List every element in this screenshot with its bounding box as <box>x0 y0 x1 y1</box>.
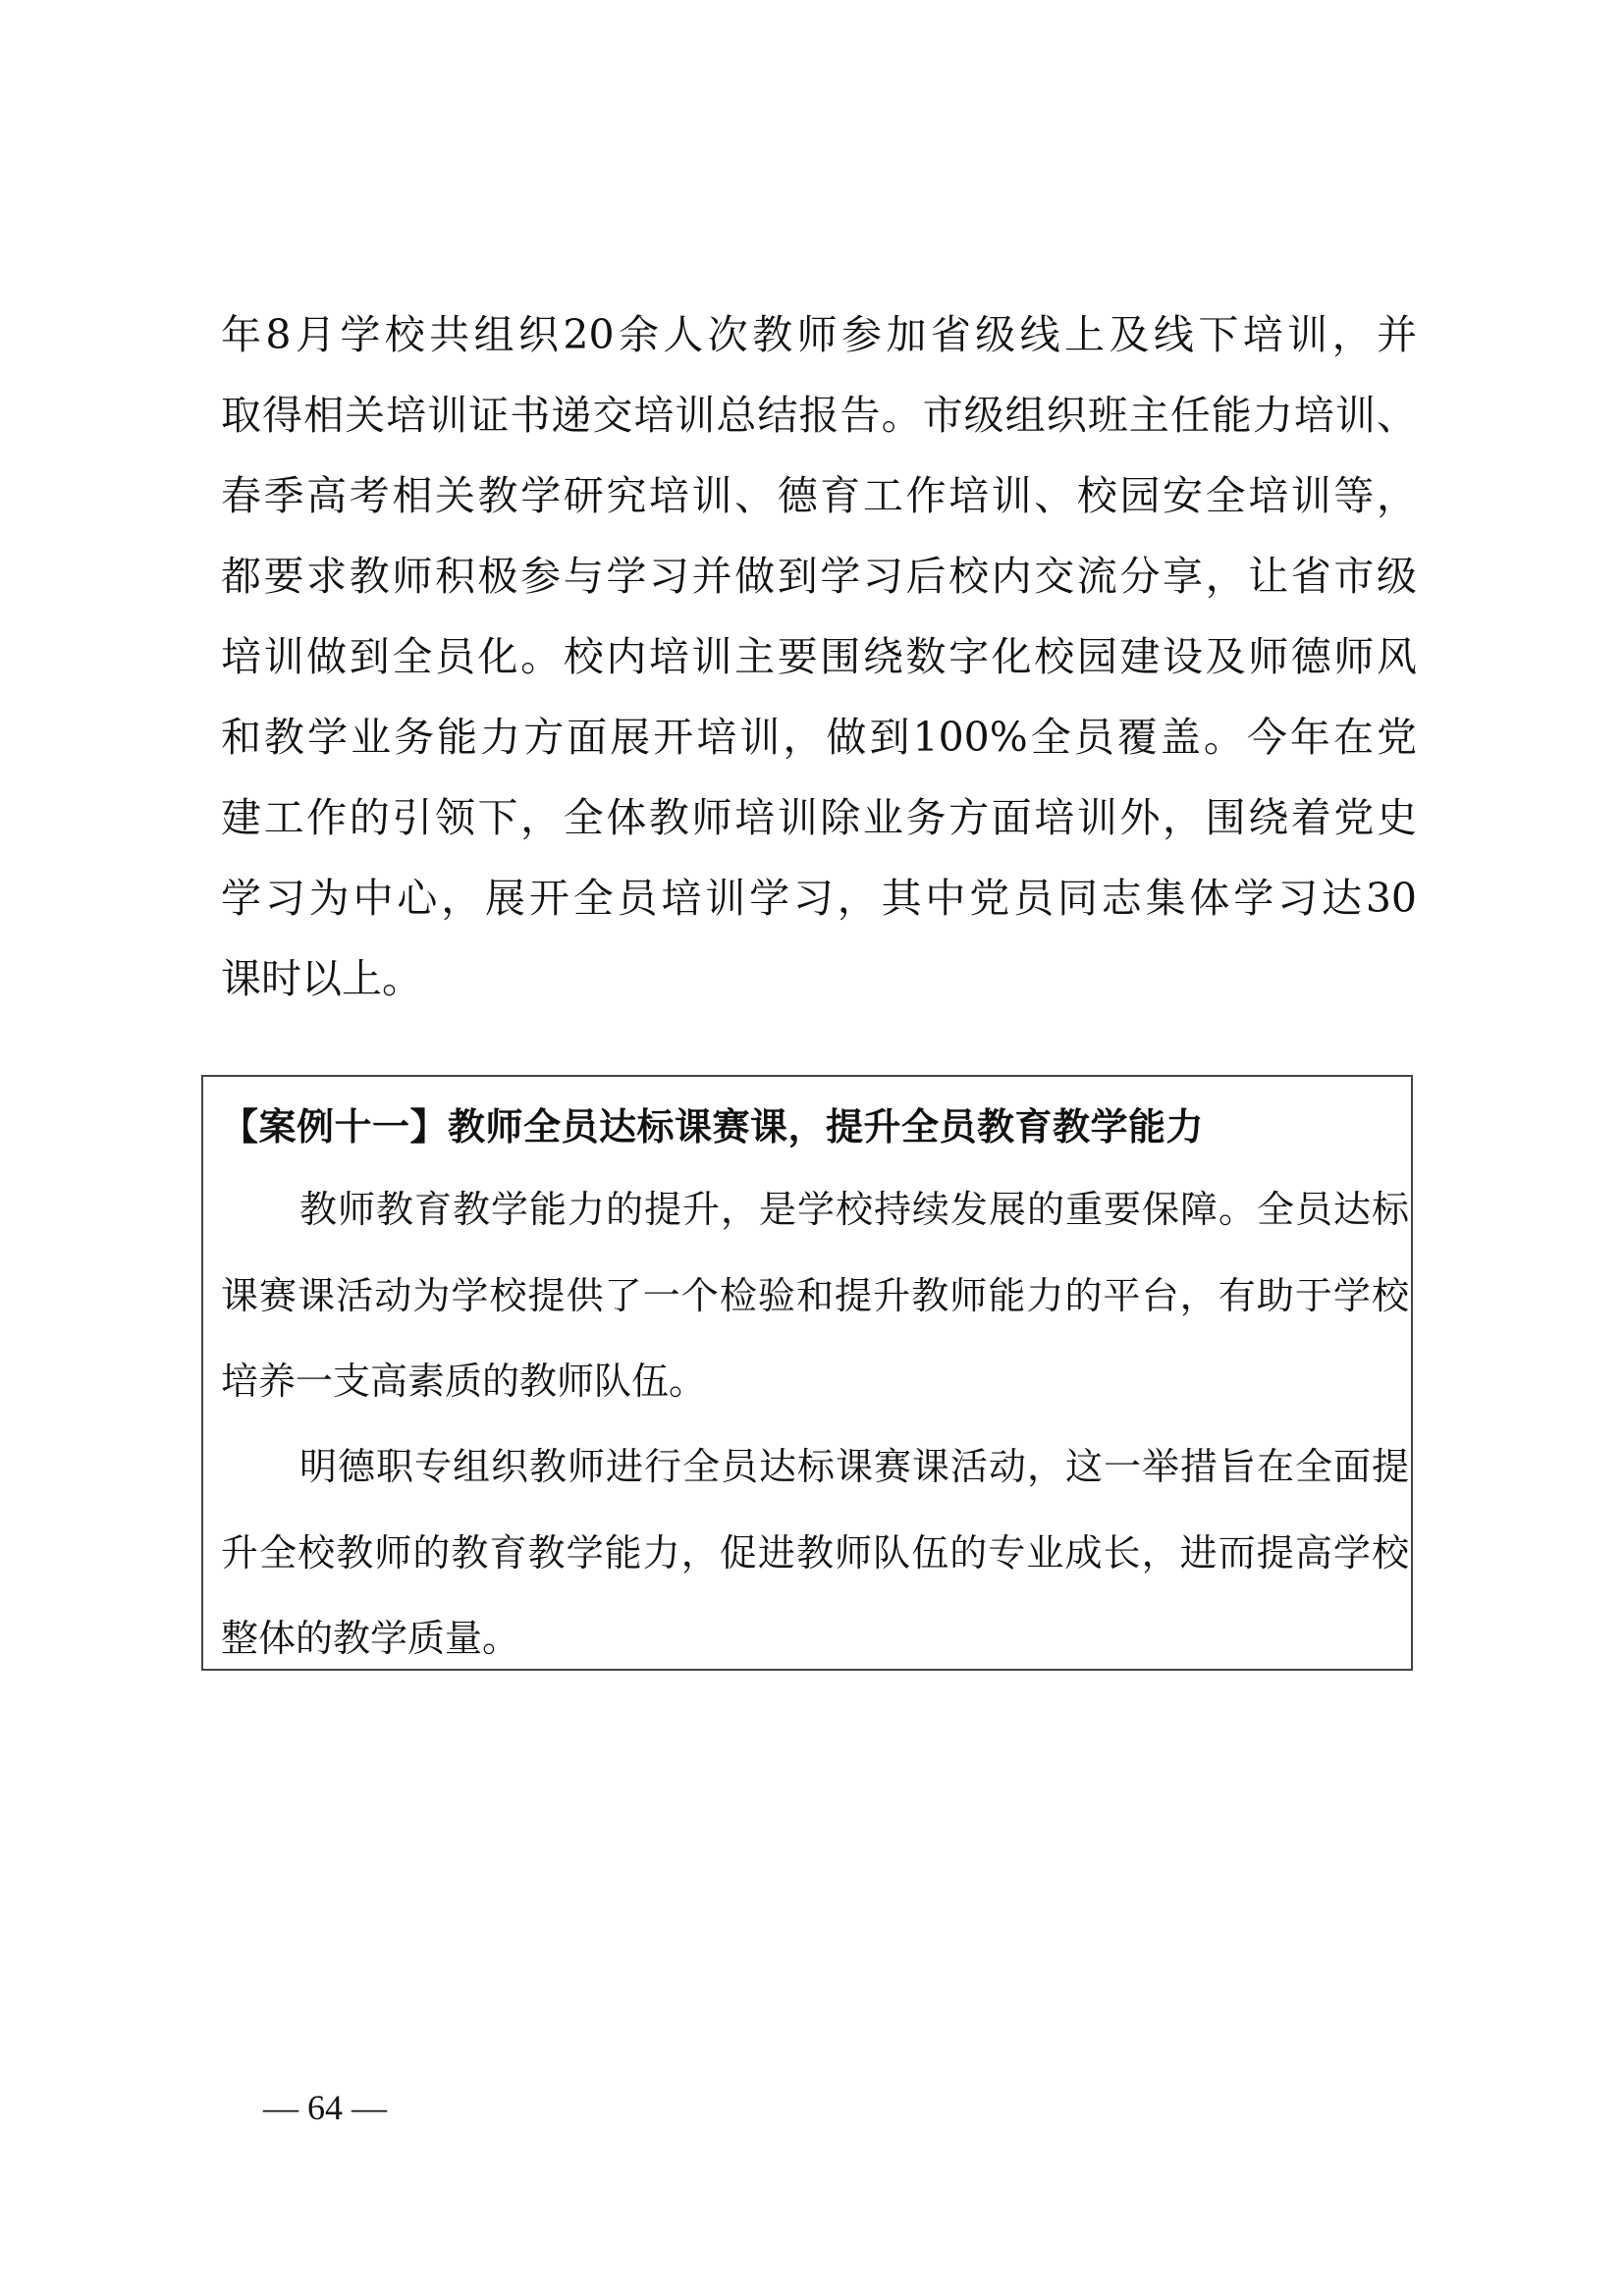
text-line: 升全校教师的教育教学能力，促进教师队伍的专业成长，进而提高学校 <box>221 1530 1409 1575</box>
page-number: — 64 — <box>263 2088 387 2127</box>
case-box <box>201 1075 1413 1671</box>
text-line: 建工作的引领下，全体教师培训除业务方面培训外，围绕着党史 <box>221 794 1417 841</box>
text-line: 明德职专组织教师进行全员达标课赛课活动，这一举措旨在全面提 <box>299 1445 1409 1488</box>
text-line: 都要求教师积极参与学习并做到学习后校内交流分享，让省市级 <box>221 553 1417 600</box>
case-title: 【案例十一】教师全员达标课赛课，提升全员教育教学能力 <box>221 1104 1205 1148</box>
text-line: 课时以上。 <box>221 955 422 1002</box>
text-line: 培养一支高素质的教师队伍。 <box>221 1360 707 1403</box>
text-line: 春季高考相关教学研究培训、德育工作培训、校园安全培训等， <box>221 472 1417 519</box>
text-line: 整体的教学质量。 <box>221 1617 520 1660</box>
text-line: 和教学业务能力方面展开培训，做到100%全员覆盖。今年在党 <box>221 714 1417 761</box>
text-line: 课赛课活动为学校提供了一个检验和提升教师能力的平台，有助于学校 <box>221 1273 1409 1317</box>
text-line: 年8月学校共组织20余人次教师参加省级线上及线下培训，并 <box>221 311 1417 358</box>
case-paragraph <box>221 1185 1409 1443</box>
body-text <box>221 306 1417 1031</box>
case-paragraph <box>221 1442 1409 1700</box>
text-line: 教师教育教学能力的提升，是学校持续发展的重要保障。全员达标 <box>299 1188 1409 1231</box>
text-line: 取得相关培训证书递交培训总结报告。市级组织班主任能力培训、 <box>221 392 1417 439</box>
text-line: 学习为中心，展开全员培训学习，其中党员同志集体学习达30 <box>221 875 1417 922</box>
text-line: 培训做到全员化。校内培训主要围绕数字化校园建设及师德师风 <box>221 633 1417 680</box>
